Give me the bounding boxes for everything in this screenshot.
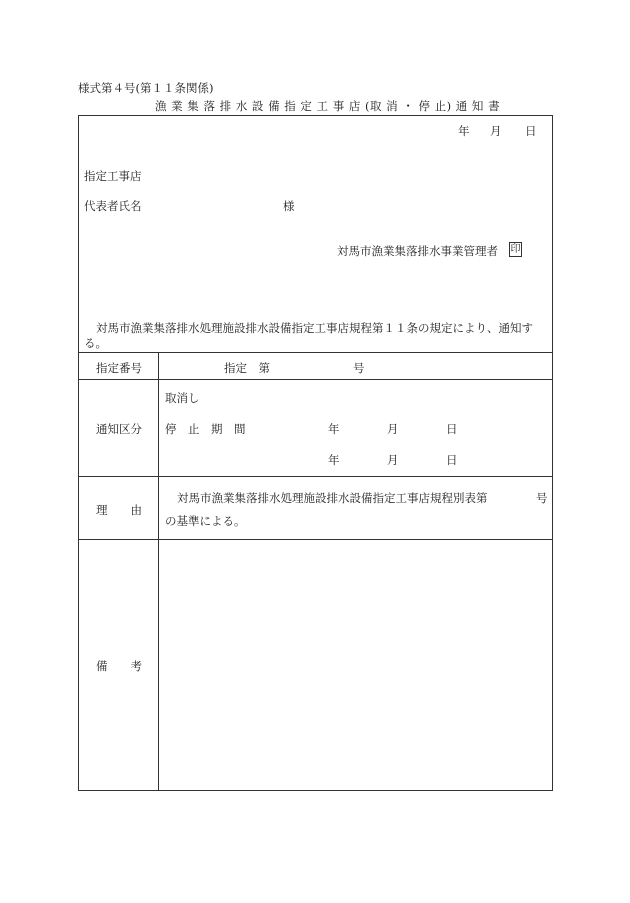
designation-prefix: 指定 第 [224,361,270,375]
issuer-name: 対馬市漁業集落排水事業管理者 [337,244,498,258]
suspension-end-year: 年 [328,453,340,467]
honorific: 様 [283,199,295,213]
suspension-end-day: 日 [446,453,458,467]
representative-label: 代表者氏名 [84,199,142,213]
recipient-label: 指定工事店 [84,169,142,183]
date-month: 月 [490,124,502,138]
form-number: 様式第４号(第１１条関係) [78,81,214,95]
designation-suffix: 号 [353,361,365,375]
date-year: 年 [458,124,470,138]
remarks-field[interactable] [160,541,550,788]
reason-number-suffix: 号 [536,491,548,505]
suspension-start-year: 年 [328,422,340,436]
category-cancel: 取消し [165,391,200,405]
body-text-line1: 対馬市漁業集落排水処理施設排水設備指定工事店規程第１１条の規定により、通知す [96,321,533,335]
category-suspension: 停 止 期 間 [165,422,246,436]
date-day: 日 [525,124,537,138]
body-text-line2: る。 [84,336,107,350]
remarks-label: 備 考 [96,659,142,673]
designation-label: 指定番号 [96,361,142,375]
reason-text-line2: の基準による。 [165,514,246,528]
suspension-end-month: 月 [387,453,399,467]
reason-label: 理 由 [96,503,142,517]
suspension-start-day: 日 [446,422,458,436]
category-label: 通知区分 [96,422,142,436]
seal-box: 印 [510,244,521,255]
document-title: 漁 業 集 落 排 水 設 備 指 定 工 事 店 (取 消 ・ 停 止) 通 知 書 [155,99,501,113]
suspension-start-month: 月 [387,422,399,436]
reason-text-line1: 対馬市漁業集落排水処理施設排水設備指定工事店規程別表第 [177,491,488,505]
